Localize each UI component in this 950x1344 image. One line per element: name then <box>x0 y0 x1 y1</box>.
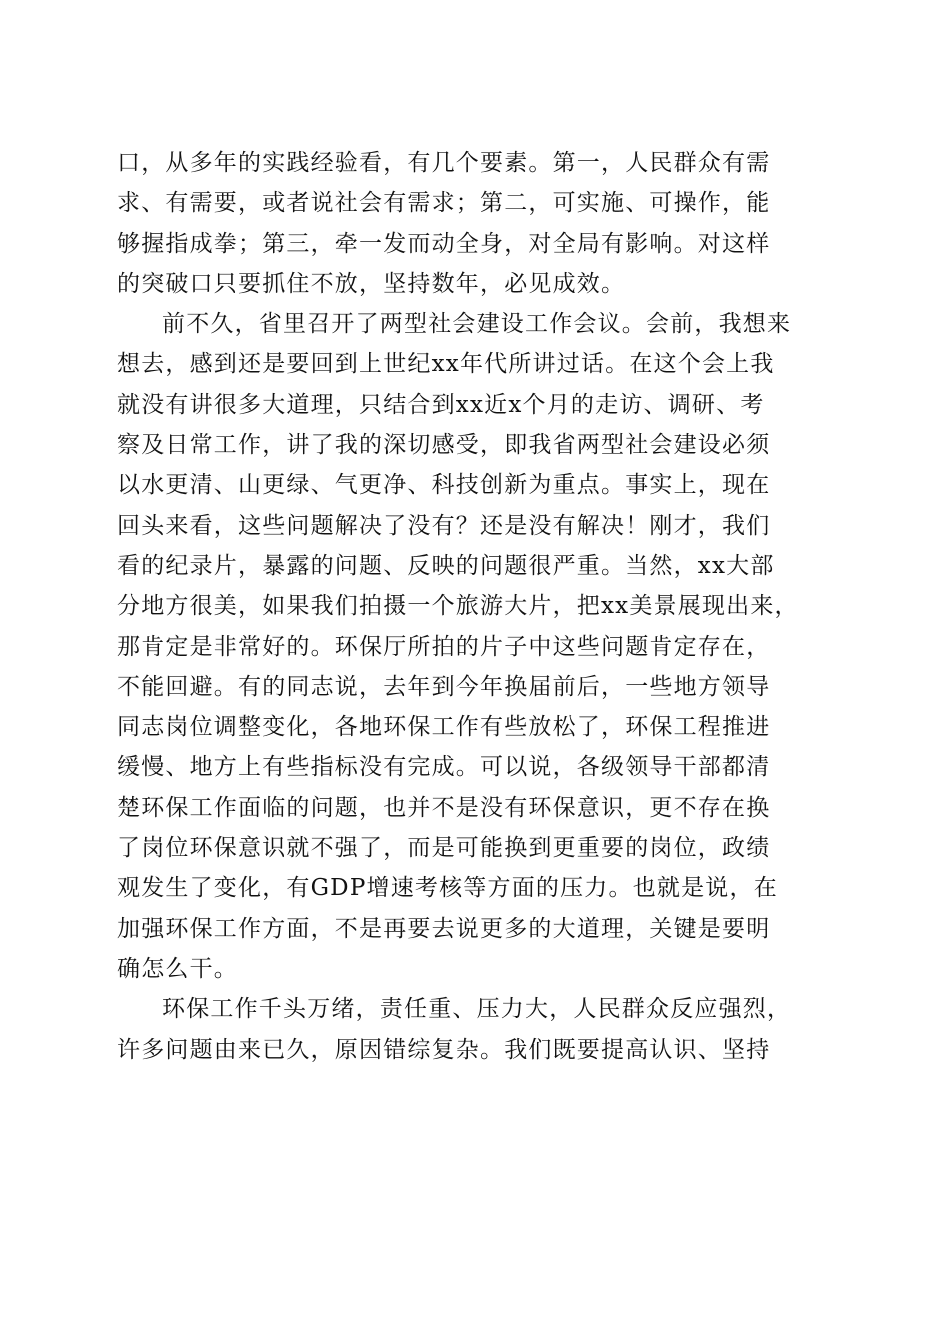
text-line: 不能回避。有的同志说，去年到今年换届前后，一些地方领导 <box>117 673 771 700</box>
text-line: 同志岗位调整变化，各地环保工作有些放松了，环保工程推进 <box>117 714 771 741</box>
paragraph-start-line: 前不久，省里召开了两型社会建设工作会议。会前，我想来 <box>162 311 792 338</box>
text-line: 察及日常工作，讲了我的深切感受，即我省两型社会建设必须 <box>117 432 771 459</box>
text-line: 口，从多年的实践经验看，有几个要素。第一，人民群众有需 <box>117 150 771 176</box>
body-text <box>117 143 837 1070</box>
text-line: 的突破口只要抓住不放，坚持数年，必见成效。 <box>117 270 626 297</box>
text-line: 楚环保工作面临的问题，也并不是没有环保意识，更不存在换 <box>117 794 771 821</box>
text-line: 回头来看，这些问题解决了没有？还是没有解决！刚才，我们 <box>117 512 771 539</box>
text-line: 观发生了变化，有GDP增速考核等方面的压力。也就是说，在 <box>117 875 778 902</box>
text-line: 加强环保工作方面，不是再要去说更多的大道理，关键是要明 <box>117 915 771 942</box>
text-line: 够握指成拳；第三，牵一发而动全身，对全局有影响。对这样 <box>117 230 771 257</box>
paragraph-start-line: 环保工作千头万绪，责任重、压力大，人民群众反应强烈， <box>162 996 792 1023</box>
text-line: 许多问题由来已久，原因错综复杂。我们既要提高认识、坚持 <box>117 1036 771 1063</box>
text-line: 确怎么干。 <box>117 955 238 982</box>
text-line: 分地方很美，如果我们拍摄一个旅游大片，把xx美景展现出来， <box>117 593 799 620</box>
text-line: 求、有需要，或者说社会有需求；第二，可实施、可操作，能 <box>117 190 771 217</box>
text-line: 就没有讲很多大道理，只结合到xx近x个月的走访、调研、考 <box>117 391 765 418</box>
text-line: 那肯定是非常好的。环保厅所拍的片子中这些问题肯定存在， <box>117 633 771 660</box>
text-line: 想去，感到还是要回到上世纪xx年代所讲过话。在这个会上我 <box>117 351 775 378</box>
text-line: 缓慢、地方上有些指标没有完成。可以说，各级领导干部都清 <box>117 754 771 781</box>
text-line: 以水更清、山更绿、气更净、科技创新为重点。事实上，现在 <box>117 472 771 499</box>
text-line: 了岗位环保意识就不强了，而是可能换到更重要的岗位，政绩 <box>117 835 771 862</box>
text-line: 看的纪录片，暴露的问题、反映的问题很严重。当然，xx大部 <box>117 552 775 579</box>
